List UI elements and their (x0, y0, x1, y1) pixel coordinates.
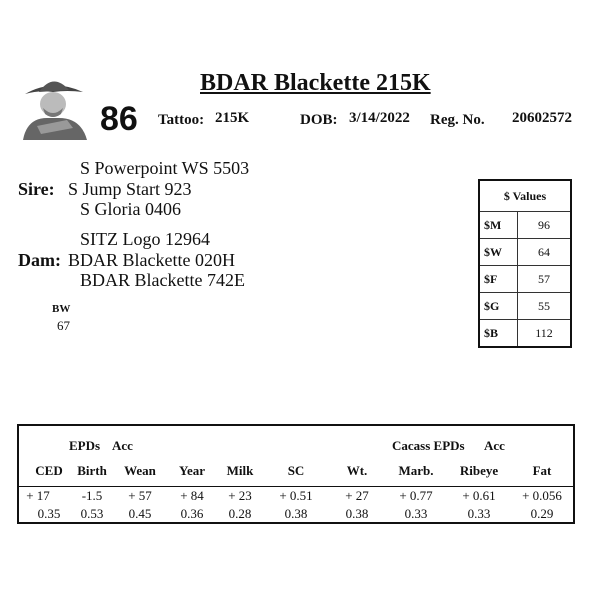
epd-panel (17, 424, 575, 524)
dollar-values-header: $ Values (479, 180, 571, 212)
table-row (479, 293, 571, 320)
acc-value-ribeye: 0.33 (467, 506, 491, 521)
reg-label: Reg. No. (430, 112, 485, 128)
epd-value-wt: + 27 (345, 488, 369, 503)
epd-value-birth: -1.5 (81, 488, 103, 503)
acc-value-milk: 0.28 (228, 506, 252, 521)
dam-name: BDAR Blackette 020H (68, 250, 235, 270)
index-value: 112 (518, 320, 572, 348)
lot-number: 86 (100, 100, 138, 138)
dam-sire: SITZ Logo 12964 (80, 229, 210, 249)
sire-sire: S Powerpoint WS 5503 (80, 158, 250, 178)
table-row (479, 212, 571, 239)
acc-value-wt: 0.38 (345, 506, 369, 521)
index-value: 96 (518, 212, 572, 239)
animal-name-title: BDAR Blackette 215K (200, 70, 431, 96)
epd-value-fat: + 0.056 (522, 488, 562, 503)
index-value: 57 (518, 266, 572, 293)
acc-value-sc: 0.38 (284, 506, 308, 521)
sire-dam: S Gloria 0406 (80, 199, 181, 219)
dob-label: DOB: (300, 112, 338, 128)
sire-name: S Jump Start 923 (68, 179, 192, 199)
col-header-marb: Marb. (398, 463, 434, 478)
index-key: $F (479, 266, 518, 293)
acc-value-birth: 0.53 (80, 506, 104, 521)
carcass-acc-label: Acc (484, 438, 505, 453)
index-value: 64 (518, 239, 572, 266)
acc-value-wean: 0.45 (128, 506, 152, 521)
dam-dam: BDAR Blackette 742E (80, 270, 245, 290)
acc-value-year: 0.36 (180, 506, 204, 521)
table-row (479, 239, 571, 266)
col-header-ced: CED (35, 463, 63, 478)
reg-value: 20602572 (512, 110, 572, 126)
bw-value: 67 (57, 318, 70, 333)
epd-value-marb: + 0.77 (399, 488, 433, 503)
index-key: $G (479, 293, 518, 320)
index-key: $M (479, 212, 518, 239)
index-value: 55 (518, 293, 572, 320)
table-row (479, 266, 571, 293)
col-header-birth: Birth (77, 463, 107, 478)
header-divider (19, 486, 573, 487)
dam-label: Dam: (18, 250, 61, 270)
index-key: $B (479, 320, 518, 348)
col-header-fat: Fat (532, 463, 552, 478)
col-header-wt: Wt. (346, 463, 368, 478)
tattoo-label: Tattoo: (158, 112, 205, 128)
tattoo-value: 215K (215, 110, 250, 126)
dollar-values-table (478, 179, 572, 348)
epd-value-ced: + 17 (26, 488, 50, 503)
dob-value: 3/14/2022 (349, 110, 410, 126)
epd-value-year: + 84 (180, 488, 204, 503)
acc-value-ced: 0.35 (37, 506, 61, 521)
acc-value-fat: 0.29 (530, 506, 554, 521)
col-header-sc: SC (287, 463, 305, 478)
epd-value-wean: + 57 (128, 488, 152, 503)
carcass-epds-group-label: Cacass EPDs (392, 438, 465, 453)
epd-value-milk: + 23 (228, 488, 252, 503)
table-row (479, 320, 571, 348)
bw-label: BW (52, 303, 71, 315)
cowboy-portrait-icon (17, 68, 89, 140)
col-header-ribeye: Ribeye (459, 463, 499, 478)
epds-acc-label: Acc (112, 438, 133, 453)
col-header-milk: Milk (226, 463, 254, 478)
col-header-year: Year (179, 463, 205, 478)
acc-value-marb: 0.33 (404, 506, 428, 521)
epd-value-ribeye: + 0.61 (462, 488, 496, 503)
epds-group-label: EPDs (69, 438, 101, 453)
col-header-wean: Wean (124, 463, 156, 478)
sire-label: Sire: (18, 179, 55, 199)
index-key: $W (479, 239, 518, 266)
epd-value-sc: + 0.51 (279, 488, 313, 503)
